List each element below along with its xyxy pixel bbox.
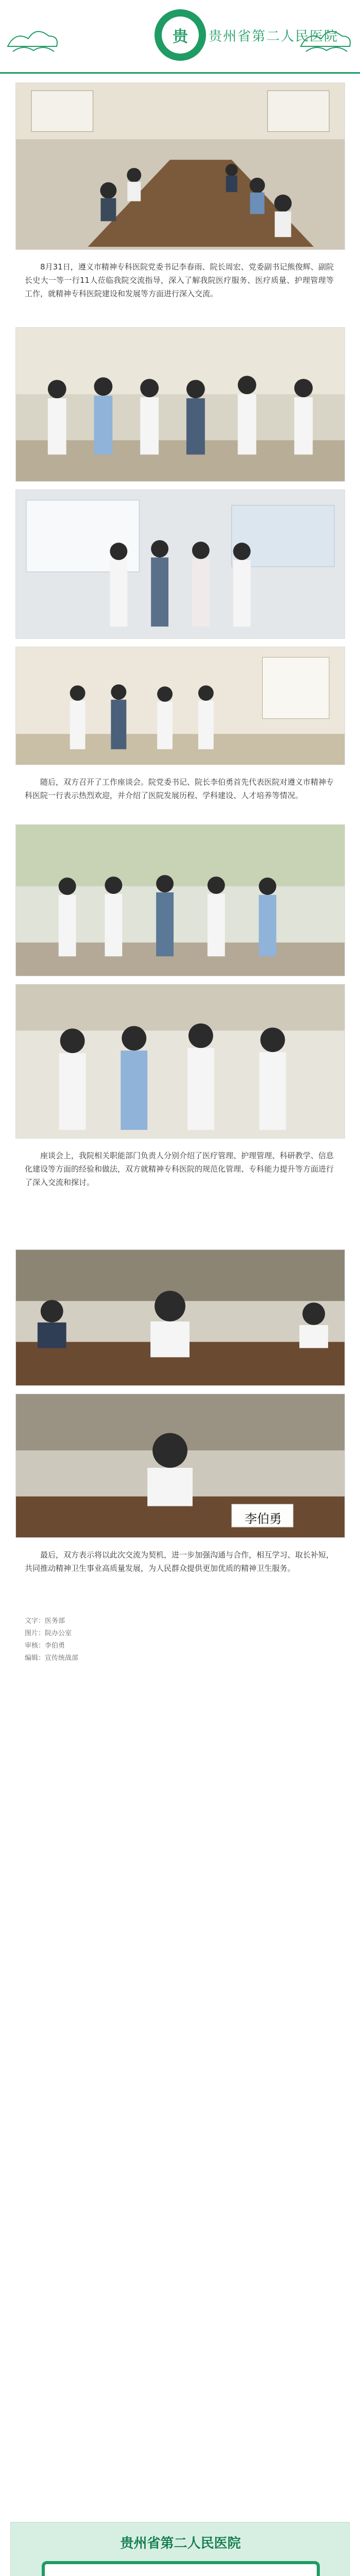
header-divider [0,72,360,74]
photo-group-visit [15,327,345,482]
photo-meeting-table [15,1249,345,1386]
cloud-decoration-right [298,21,355,57]
article-paragraph-3: 座谈会上，我院相关职能部门负责人分别介绍了医疗管理、护理管理、科研教学、信息化建设等方面的经验和做法，双方就精神专科医院的规范化管理、专科能力提升等方面进行了深入交流和探讨。 [25,1151,334,1187]
article-header [0,0,360,77]
poster-title [45,2572,317,2576]
article-paragraph-2: 随后，双方召开了工作座谈会。院党委书记、院长李伯勇首先代表医院对遵义市精神专科医院一行表示热烈欢迎，并介绍了医院发展历程、学科建设、人才培养等情况。 [25,777,334,800]
article-paragraph-4: 最后，双方表示将以此次交流为契机，进一步加强沟通与合作，相互学习、取长补短，共同推动精神卫生事业高质量发展，为人民群众提供更加优质的精神卫生服务。 [25,1550,334,1573]
photo-speaker [15,1394,345,1538]
photo-hallway-tour [15,647,345,765]
article-credits [25,1615,190,1665]
article-paragraph-1: 8月31日，遵义市精神专科医院党委书记李春雨、院长周宏、党委副书记熊俊辉、副院长史大一等一行11人莅临我院交流指导，深入了解我院医疗服务、医疗质量、护理管理等工作，就精神专科医院建设和发展等方面进行深入交流。 [25,262,334,298]
photo-group-closeup [15,984,345,1139]
hospital-logo [155,9,206,61]
night-clinic-poster [10,2522,350,2576]
photo-ward-visit [15,489,345,639]
credit-text: 文字：医务部 [25,1617,65,1625]
speaker-name-card: 李伯勇 [245,1512,282,1526]
credit-photo: 图片：院办公室 [25,1630,72,1637]
photo-meeting-room [15,82,345,250]
credit-review: 审核：李伯勇 [25,1642,65,1650]
poster-title-box [42,2561,320,2576]
poster-hospital-name: 贵州省第二人民医院 [120,2536,241,2551]
photo-courtyard [15,824,345,976]
hospital-name: 贵州省第二人民医院 [209,29,339,44]
logo-char: 贵 [162,16,199,54]
credit-editor: 编辑：宣传统战部 [25,1654,79,1662]
cloud-decoration-left [5,21,62,57]
